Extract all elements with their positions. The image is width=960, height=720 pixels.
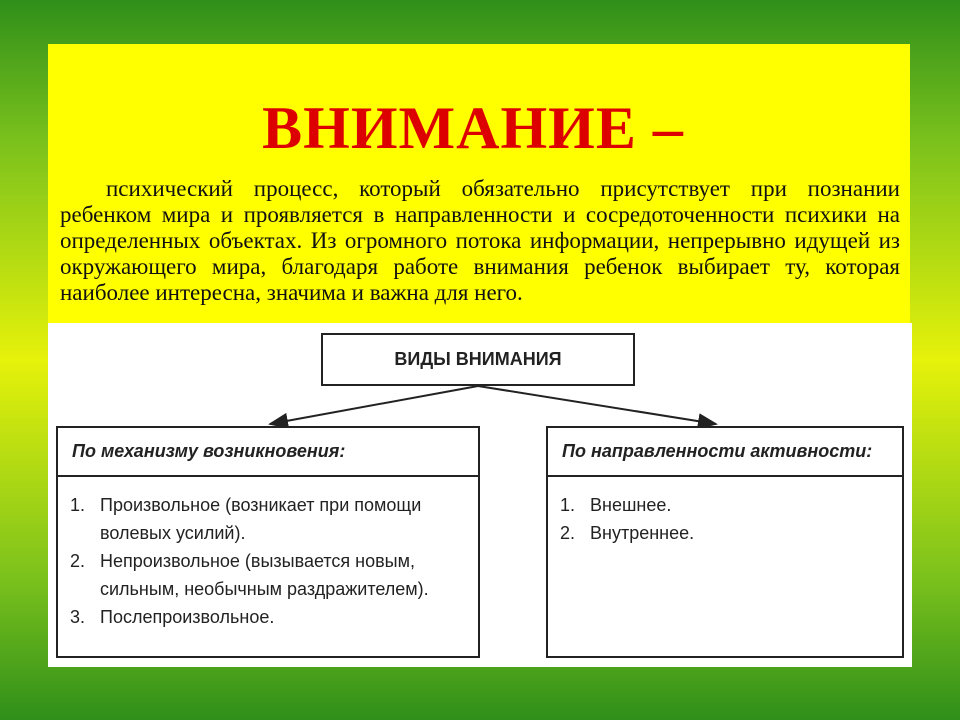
- mechanism-list: [58, 477, 478, 631]
- list-item: 1. Внешнее.: [560, 495, 672, 515]
- list-item: 2. Внутреннее.: [560, 523, 695, 543]
- direction-list: [548, 477, 902, 547]
- list-item: 2. Непроизвольное (вызывается новым, сильным, необычным раздражителем).: [70, 551, 429, 599]
- definition-panel: [48, 44, 910, 334]
- diagram-root-box: ВИДЫ ВНИМАНИЯ: [321, 333, 635, 386]
- definition-text: психический процесс, который обязательно присутствует при познании ребенком мира и проявляется в направленности и сосредоточенности психики на определенных объектах. Из огромного потока информации, непрерывно идущей из окружающего мира, благодаря работе внимания ребенок выбирает ту, которая наиболее интересна, значима и важна для него.: [60, 176, 900, 305]
- mechanism-category-heading: По механизму возникновения:: [58, 428, 478, 477]
- arrow-to-right-category: [478, 386, 716, 424]
- direction-category-heading: По направленности активности:: [548, 428, 902, 477]
- mechanism-category-box: [56, 426, 480, 658]
- page-title: ВНИМАНИЕ –: [262, 95, 684, 161]
- attention-types-diagram: [48, 323, 912, 667]
- arrow-to-left-category: [270, 386, 478, 424]
- direction-category-box: [546, 426, 904, 658]
- list-item: 1. Произвольное (возникает при помощи волевых усилий).: [70, 495, 422, 543]
- list-item: 3. Послепроизвольное.: [70, 607, 275, 627]
